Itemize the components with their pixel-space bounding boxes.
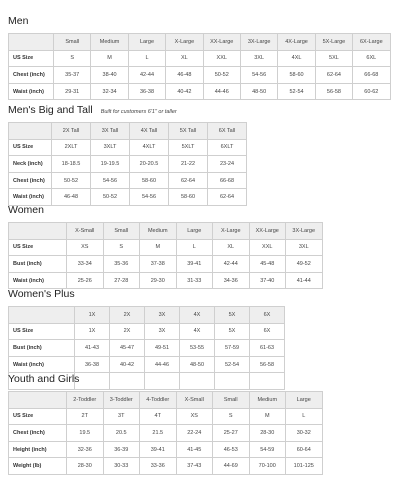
table-cell: 52-54 (215, 356, 250, 373)
row-label: Waist (inch) (9, 189, 52, 206)
row-label: Chest (inch) (9, 425, 67, 442)
table-cell: 44-46 (203, 83, 240, 100)
table-cell: 6X (250, 323, 285, 340)
header-corner-cell (9, 123, 52, 140)
table-row (9, 50, 391, 67)
section-title (8, 103, 247, 117)
table-cell: 31-33 (176, 272, 213, 289)
row-label: US Size (9, 239, 67, 256)
table-cell: 66-68 (353, 67, 390, 84)
column-header: Large (176, 223, 213, 240)
table-cell: 37-38 (140, 256, 177, 273)
column-header: Large (286, 392, 323, 409)
table-cell: 66-68 (208, 172, 247, 189)
table-cell: 32-36 (67, 441, 104, 458)
table-cell: 58-60 (169, 189, 208, 206)
table-cell: 60-64 (286, 441, 323, 458)
column-header: XX-Large (203, 34, 240, 51)
table-cell: 4XLT (130, 139, 169, 156)
table-cell: L (176, 239, 213, 256)
column-header: Medium (91, 34, 128, 51)
table-cell: 46-48 (166, 67, 203, 84)
table-cell: 22-24 (176, 425, 213, 442)
table-cell: 50-52 (91, 189, 130, 206)
table-cell: 56-58 (250, 356, 285, 373)
table-row (9, 458, 323, 475)
table-cell: 23-24 (208, 156, 247, 173)
table-cell: 3XL (286, 239, 323, 256)
column-header: Small (213, 392, 250, 409)
table-header-row (9, 123, 247, 140)
table-cell: 37-40 (249, 272, 286, 289)
table-cell: 101-125 (286, 458, 323, 475)
table-cell: 4T (140, 408, 177, 425)
table-cell: 40-42 (166, 83, 203, 100)
column-header: 6X-Large (353, 34, 390, 51)
column-header: Medium (140, 223, 177, 240)
table-cell: 39-41 (176, 256, 213, 273)
table-cell: 34-36 (213, 272, 250, 289)
column-header: 2-Toddler (67, 392, 104, 409)
table-cell: XS (176, 408, 213, 425)
section-title-text: Men's Big and Tall (8, 104, 93, 116)
table-cell: 54-59 (249, 441, 286, 458)
table-cell: 50-52 (52, 172, 91, 189)
row-label: Waist (inch) (9, 272, 67, 289)
table-cell: 49-51 (145, 340, 180, 357)
section-title (8, 14, 391, 28)
row-label: Chest (inch) (9, 172, 52, 189)
table-cell: 35-36 (103, 256, 140, 273)
table-cell: 36-38 (128, 83, 165, 100)
table-cell: 3T (103, 408, 140, 425)
table-cell: 44-46 (145, 356, 180, 373)
table-cell: 38-40 (91, 67, 128, 84)
table-cell: 25-27 (213, 425, 250, 442)
row-label: US Size (9, 50, 54, 67)
table-cell: 41-44 (286, 272, 323, 289)
table-cell: 4X (180, 323, 215, 340)
table-cell: 30-33 (103, 458, 140, 475)
column-header: Small (103, 223, 140, 240)
table-cell: 42-44 (128, 67, 165, 84)
table-cell: 30-32 (286, 425, 323, 442)
column-header: X-Small (176, 392, 213, 409)
row-label: Chest (inch) (9, 67, 54, 84)
column-header: 6X Tall (208, 123, 247, 140)
table-cell: 46-53 (213, 441, 250, 458)
table-cell: 40-42 (110, 356, 145, 373)
table-cell: 35-37 (54, 67, 91, 84)
section-title-text: Women's Plus (8, 288, 75, 300)
row-label: Height (inch) (9, 441, 67, 458)
table-cell: M (91, 50, 128, 67)
section-title (8, 287, 285, 301)
size-table-men (8, 33, 391, 100)
table-cell: 52-54 (278, 83, 315, 100)
table-row (9, 83, 391, 100)
table-row (9, 323, 285, 340)
table-cell: 2T (67, 408, 104, 425)
section-title-text: Women (8, 204, 44, 216)
column-header: 3X Tall (91, 123, 130, 140)
table-cell: XL (213, 239, 250, 256)
header-corner-cell (9, 223, 67, 240)
table-cell: M (140, 239, 177, 256)
table-cell: 54-56 (130, 189, 169, 206)
header-corner-cell (9, 392, 67, 409)
column-header: 2X (110, 307, 145, 324)
table-cell: 46-48 (52, 189, 91, 206)
column-header: 6X (250, 307, 285, 324)
section-women (8, 203, 323, 289)
table-cell: 33-34 (67, 256, 104, 273)
table-cell: 70-100 (249, 458, 286, 475)
header-corner-cell (9, 34, 54, 51)
section-youth-and-girls (8, 372, 323, 475)
table-cell: XL (166, 50, 203, 67)
table-cell: 49-52 (286, 256, 323, 273)
column-header: 4-Toddler (140, 392, 177, 409)
table-cell: 19-19.5 (91, 156, 130, 173)
table-cell: 29-30 (140, 272, 177, 289)
table-cell: 2XLT (52, 139, 91, 156)
table-cell: 41-43 (75, 340, 110, 357)
column-header: X-Large (213, 223, 250, 240)
size-table-women (8, 222, 323, 289)
column-header: XX-Large (249, 223, 286, 240)
table-cell: 32-34 (91, 83, 128, 100)
column-header: 3-Toddler (103, 392, 140, 409)
table-cell: 18-18.5 (52, 156, 91, 173)
table-cell: 60-62 (353, 83, 390, 100)
column-header: 4X Tall (130, 123, 169, 140)
table-cell: 19.5 (67, 425, 104, 442)
table-cell: 44-69 (213, 458, 250, 475)
table-row (9, 441, 323, 458)
table-cell: 61-63 (250, 340, 285, 357)
column-header: X-Small (67, 223, 104, 240)
table-cell: 20-20.5 (130, 156, 169, 173)
table-row (9, 340, 285, 357)
table-header-row (9, 223, 323, 240)
table-cell: 48-50 (180, 356, 215, 373)
table-cell: 36-39 (103, 441, 140, 458)
table-cell: 62-64 (315, 67, 352, 84)
row-label: Weight (lb) (9, 458, 67, 475)
section-title (8, 203, 323, 217)
column-header: X-Large (166, 34, 203, 51)
row-label: Bust (inch) (9, 340, 75, 357)
table-row (9, 139, 247, 156)
table-cell: 45-47 (110, 340, 145, 357)
column-header: 3X (145, 307, 180, 324)
table-header-row (9, 307, 285, 324)
column-header: 5X (215, 307, 250, 324)
table-cell: 50-52 (203, 67, 240, 84)
column-header: 2X Tall (52, 123, 91, 140)
table-row (9, 425, 323, 442)
row-label: Waist (inch) (9, 356, 75, 373)
table-cell: 1X (75, 323, 110, 340)
table-cell: 42-44 (213, 256, 250, 273)
table-cell: M (249, 408, 286, 425)
table-cell: 5XLT (169, 139, 208, 156)
table-cell: L (128, 50, 165, 67)
row-label: US Size (9, 408, 67, 425)
table-cell: S (213, 408, 250, 425)
row-label: US Size (9, 139, 52, 156)
section-title-text: Youth and Girls (8, 373, 80, 385)
row-label: Neck (inch) (9, 156, 52, 173)
table-cell: 3XLT (91, 139, 130, 156)
section-note: Built for customers 6'1" or taller (100, 109, 177, 115)
column-header: 1X (75, 307, 110, 324)
column-header: 5X-Large (315, 34, 352, 51)
row-label: Waist (inch) (9, 83, 54, 100)
table-cell: 39-41 (140, 441, 177, 458)
column-header: 5X Tall (169, 123, 208, 140)
section-title-text: Men (8, 15, 29, 27)
table-row (9, 172, 247, 189)
table-header-row (9, 34, 391, 51)
table-cell: XXL (203, 50, 240, 67)
table-cell: 29-31 (54, 83, 91, 100)
table-cell: 58-60 (130, 172, 169, 189)
table-cell: 37-43 (176, 458, 213, 475)
table-cell: S (54, 50, 91, 67)
table-cell: 56-58 (315, 83, 352, 100)
table-cell: 3XL (240, 50, 277, 67)
table-cell: 25-26 (67, 272, 104, 289)
table-row (9, 408, 323, 425)
table-cell: 5X (215, 323, 250, 340)
section-men (8, 14, 391, 100)
table-cell: 36-38 (75, 356, 110, 373)
table-cell: 62-64 (169, 172, 208, 189)
column-header: 3X-Large (240, 34, 277, 51)
table-row (9, 156, 247, 173)
row-label: Bust (inch) (9, 256, 67, 273)
table-cell: XS (67, 239, 104, 256)
row-label: US Size (9, 323, 75, 340)
table-cell: 6XLT (208, 139, 247, 156)
table-cell: L (286, 408, 323, 425)
table-cell: 27-28 (103, 272, 140, 289)
section-title (8, 372, 323, 386)
section-mens-big-and-tall (8, 103, 247, 206)
table-cell: 28-30 (67, 458, 104, 475)
table-cell: 57-59 (215, 340, 250, 357)
column-header: Large (128, 34, 165, 51)
table-cell: XXL (249, 239, 286, 256)
table-row (9, 239, 323, 256)
header-corner-cell (9, 307, 75, 324)
table-cell: 54-56 (240, 67, 277, 84)
column-header: 3X-Large (286, 223, 323, 240)
table-cell: 5XL (315, 50, 352, 67)
table-row (9, 356, 285, 373)
table-cell: 21.5 (140, 425, 177, 442)
table-cell: 54-56 (91, 172, 130, 189)
table-cell: 4XL (278, 50, 315, 67)
table-cell: 45-48 (249, 256, 286, 273)
table-cell: S (103, 239, 140, 256)
table-cell: 6XL (353, 50, 390, 67)
size-table-mens-big-and-tall (8, 122, 247, 206)
table-cell: 21-22 (169, 156, 208, 173)
table-cell: 58-60 (278, 67, 315, 84)
size-table-youth-and-girls (8, 391, 323, 475)
column-header: 4X-Large (278, 34, 315, 51)
table-cell: 62-64 (208, 189, 247, 206)
column-header: Medium (249, 392, 286, 409)
table-cell: 20.5 (103, 425, 140, 442)
table-cell: 41-45 (176, 441, 213, 458)
table-row (9, 67, 391, 84)
column-header: 4X (180, 307, 215, 324)
table-header-row (9, 392, 323, 409)
table-cell: 53-55 (180, 340, 215, 357)
table-cell: 33-36 (140, 458, 177, 475)
column-header: Small (54, 34, 91, 51)
table-cell: 48-50 (240, 83, 277, 100)
table-cell: 3X (145, 323, 180, 340)
table-cell: 28-30 (249, 425, 286, 442)
table-cell: 2X (110, 323, 145, 340)
table-row (9, 256, 323, 273)
